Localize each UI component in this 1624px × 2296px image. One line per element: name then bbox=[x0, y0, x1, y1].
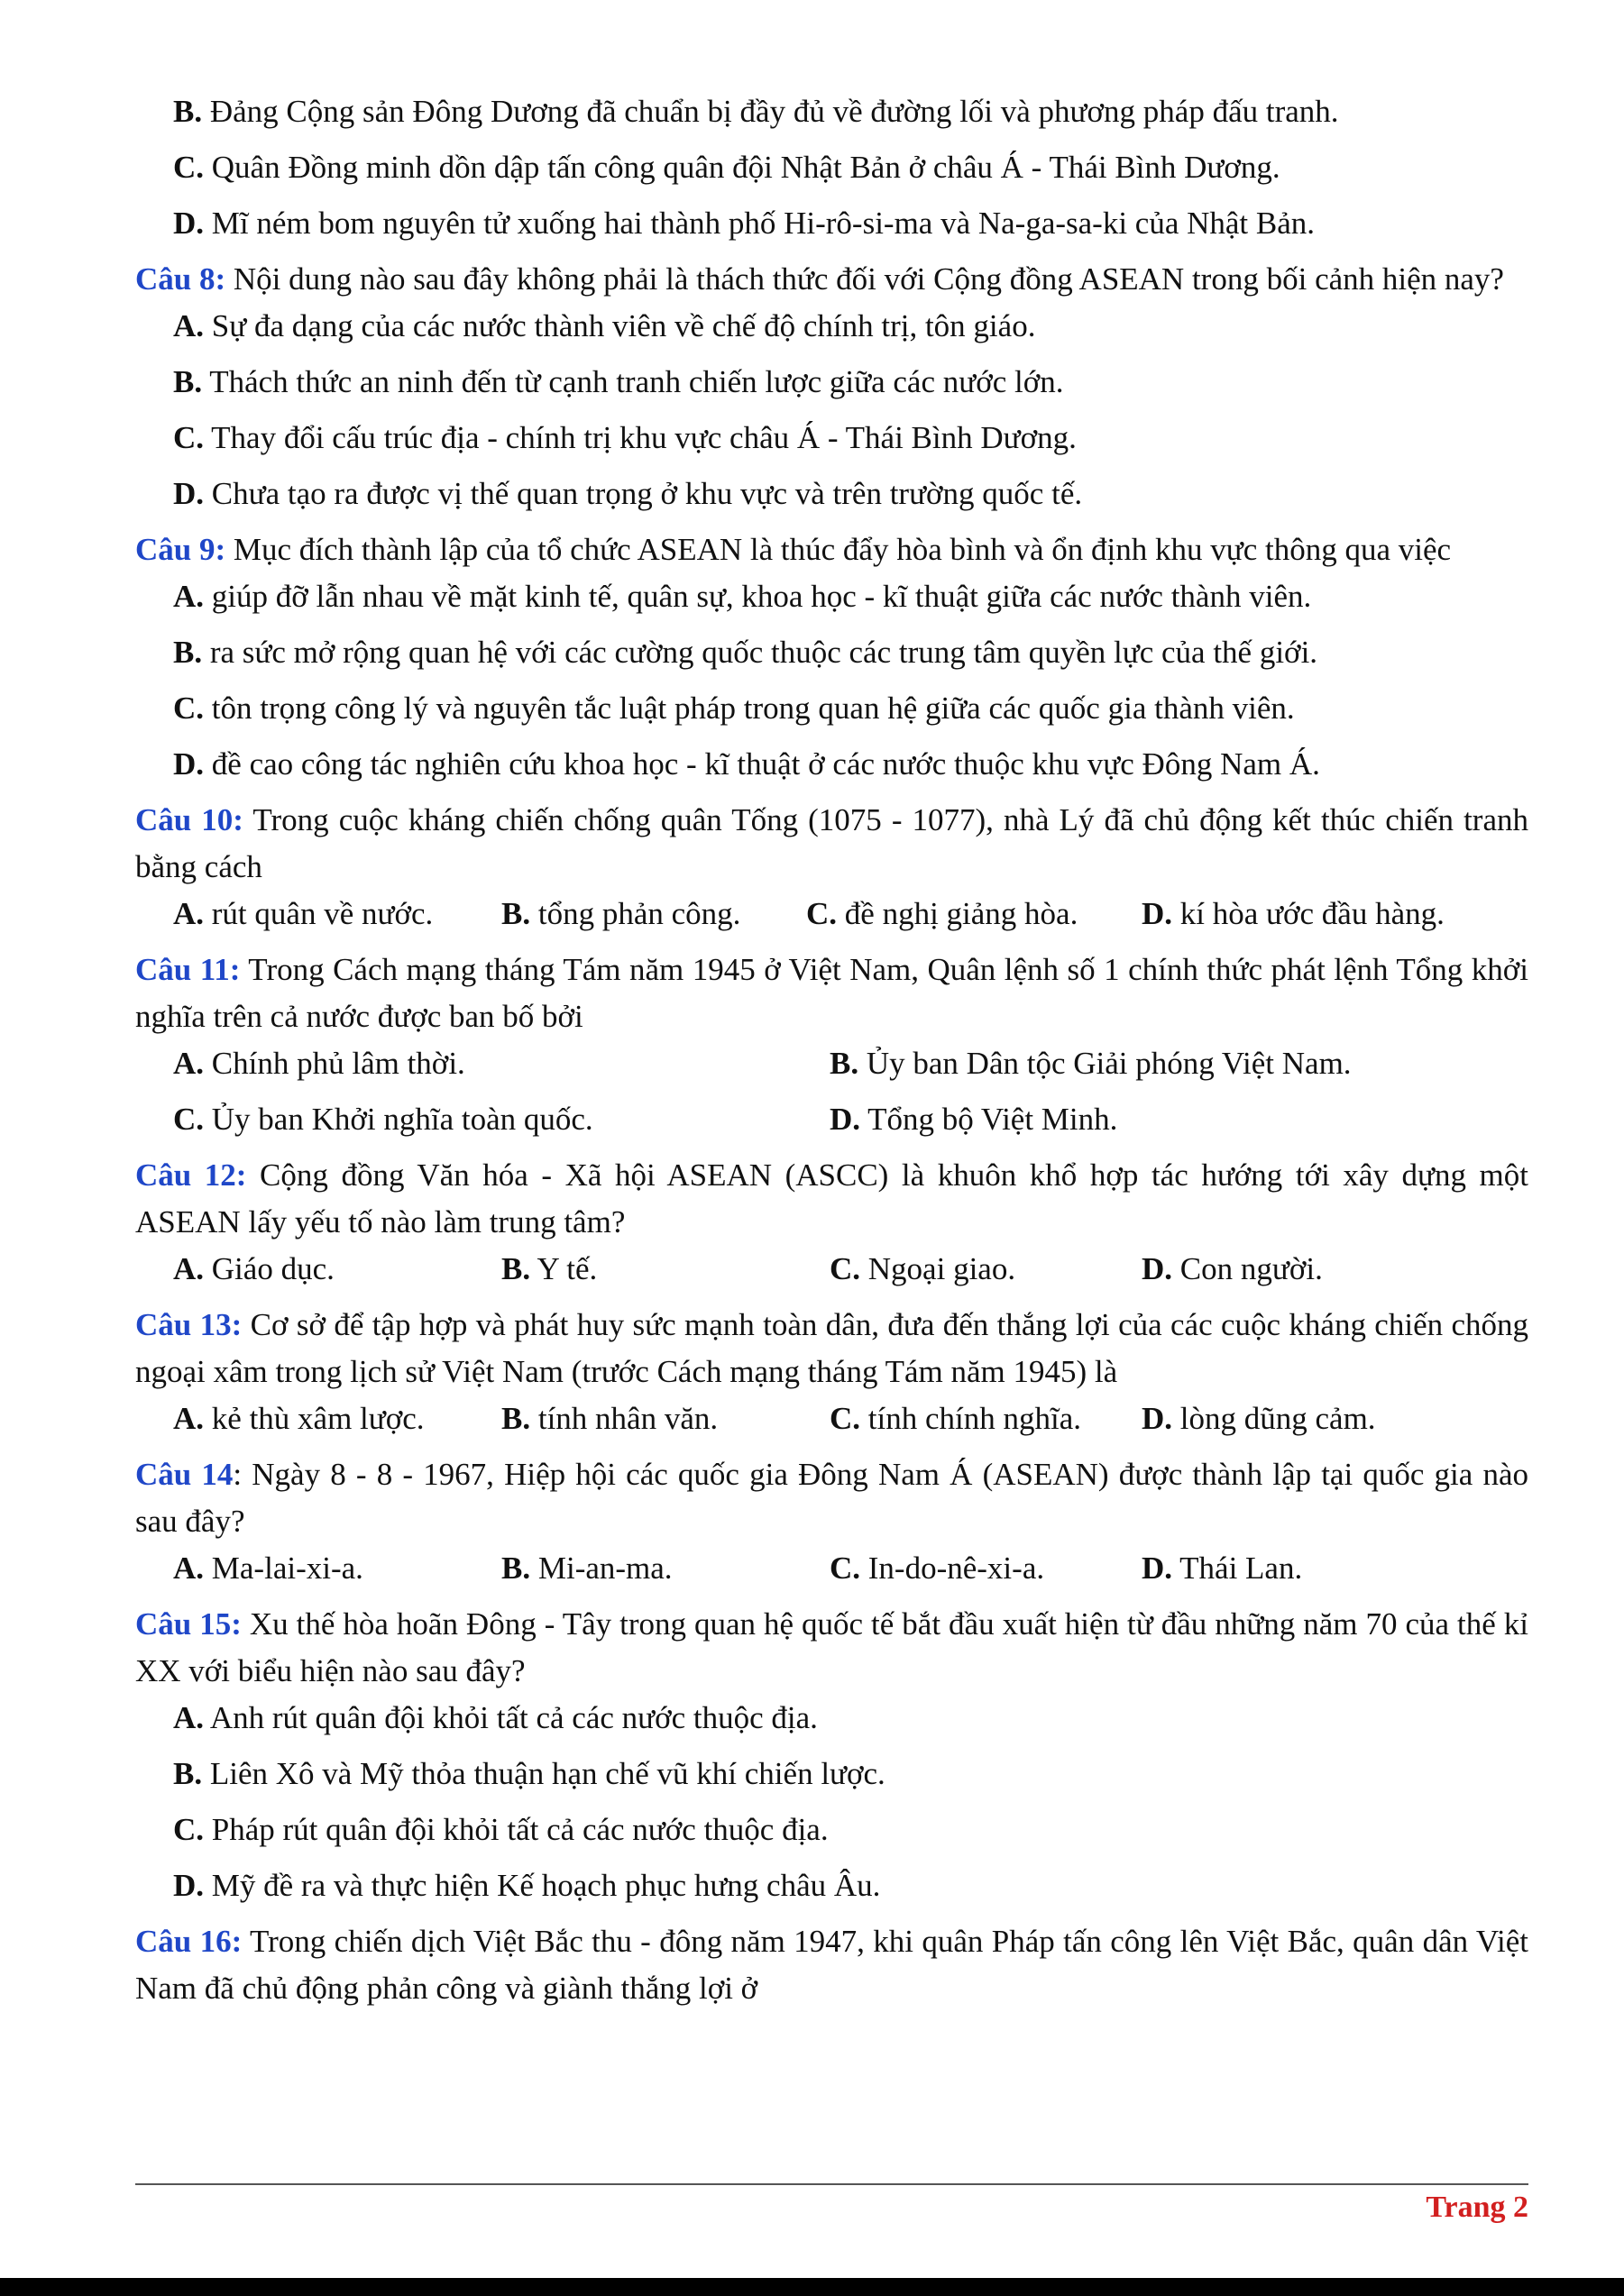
question-10-option-c: C. đề nghị giảng hòa. bbox=[806, 896, 1078, 931]
question-11-label: Câu 11: bbox=[135, 952, 241, 987]
question-11: Câu 11: Trong Cách mạng tháng Tám năm 1945 ở Việt Nam, Quân lệnh số 1 chính thức phát lệnh Tổng khởi nghĩa trên cả nước được ban bố bởi bbox=[135, 952, 1528, 1034]
question-15-option-d: D. Mỹ đề ra và thực hiện Kế hoạch phục hưng châu Âu. bbox=[173, 1868, 881, 1903]
question-10-options bbox=[135, 891, 1528, 938]
question-10-option-a: A. rút quân về nước. bbox=[173, 896, 434, 931]
question-9-option-c: C. tôn trọng công lý và nguyên tắc luật pháp trong quan hệ giữa các quốc gia thành viên. bbox=[173, 691, 1295, 726]
question-14-label: Câu 14 bbox=[135, 1457, 234, 1492]
question-15: Câu 15: Xu thế hòa hoãn Đông - Tây trong quan hệ quốc tế bắt đầu xuất hiện từ đầu những năm 70 của thế kỉ XX với biểu hiện nào sau đây? bbox=[135, 1606, 1528, 1688]
question-13-options bbox=[135, 1395, 1528, 1442]
question-12: Câu 12: Cộng đồng Văn hóa - Xã hội ASEAN (ASCC) là khuôn khổ hợp tác hướng tới xây dựng một ASEAN lấy yếu tố nào làm trung tâm? bbox=[135, 1157, 1528, 1239]
footer-divider bbox=[135, 2183, 1528, 2185]
question-14-option-a: A. Ma-lai-xi-a. bbox=[173, 1550, 363, 1586]
question-14: Câu 14: Ngày 8 - 8 - 1967, Hiệp hội các quốc gia Đông Nam Á (ASEAN) được thành lập tại quốc gia nào sau đây? bbox=[135, 1457, 1528, 1539]
question-11-option-c: C. Ủy ban Khởi nghĩa toàn quốc. bbox=[173, 1102, 593, 1137]
question-9: Câu 9: Mục đích thành lập của tổ chức ASEAN là thúc đẩy hòa bình và ổn định khu vực thông qua việc bbox=[135, 532, 1452, 567]
question-15-option-b: B. Liên Xô và Mỹ thỏa thuận hạn chế vũ khí chiến lược. bbox=[173, 1756, 885, 1791]
question-14-option-d: D. Thái Lan. bbox=[1142, 1550, 1303, 1586]
question-12-options bbox=[135, 1246, 1528, 1293]
question-9-label: Câu 9: bbox=[135, 532, 226, 567]
question-12-option-d: D. Con người. bbox=[1142, 1251, 1323, 1286]
question-13-option-a: A. kẻ thù xâm lược. bbox=[173, 1401, 425, 1436]
exam-page bbox=[135, 88, 1528, 2012]
question-10: Câu 10: Trong cuộc kháng chiến chống quân Tống (1075 - 1077), nhà Lý đã chủ động kết thúc chiến tranh bằng cách bbox=[135, 802, 1528, 884]
question-12-option-b: B. Y tế. bbox=[501, 1251, 598, 1286]
question-12-label: Câu 12: bbox=[135, 1157, 247, 1193]
question-10-option-b: B. tổng phản công. bbox=[501, 896, 741, 931]
prev-option-c: C. Quân Đồng minh dồn dập tấn công quân đội Nhật Bản ở châu Á - Thái Bình Dương. bbox=[173, 150, 1280, 185]
page-number: Trang 2 bbox=[1426, 2191, 1528, 2224]
question-8: Câu 8: Nội dung nào sau đây không phải là thách thức đối với Cộng đồng ASEAN trong bối cảnh hiện nay? bbox=[135, 261, 1504, 297]
question-10-option-d: D. kí hòa ước đầu hàng. bbox=[1142, 896, 1445, 931]
question-13: Câu 13: Cơ sở để tập hợp và phát huy sức mạnh toàn dân, đưa đến thắng lợi của các cuộc kháng chiến chống ngoại xâm trong lịch sử Việt Nam (trước Cách mạng tháng Tám năm 1945) là bbox=[135, 1307, 1528, 1389]
bottom-edge-bar bbox=[0, 2278, 1624, 2296]
question-14-option-c: C. In-do-nê-xi-a. bbox=[830, 1550, 1045, 1586]
question-12-option-a: A. Giáo dục. bbox=[173, 1251, 335, 1286]
question-15-label: Câu 15: bbox=[135, 1606, 242, 1642]
question-8-option-d: D. Chưa tạo ra được vị thế quan trọng ở khu vực và trên trường quốc tế. bbox=[173, 476, 1083, 511]
question-8-option-a: A. Sự đa dạng của các nước thành viên về chế độ chính trị, tôn giáo. bbox=[173, 308, 1036, 343]
question-15-option-c: C. Pháp rút quân đội khỏi tất cả các nước thuộc địa. bbox=[173, 1812, 829, 1847]
question-8-label: Câu 8: bbox=[135, 261, 226, 297]
question-9-option-d: D. đề cao công tác nghiên cứu khoa học - kĩ thuật ở các nước thuộc khu vực Đông Nam Á. bbox=[173, 746, 1320, 782]
question-14-options bbox=[135, 1545, 1528, 1592]
question-16: Câu 16: Trong chiến dịch Việt Bắc thu - đông năm 1947, khi quân Pháp tấn công lên Việt Bắc, quân dân Việt Nam đã chủ động phản công và giành thắng lợi ở bbox=[135, 1924, 1528, 2006]
question-8-option-c: C. Thay đổi cấu trúc địa - chính trị khu vực châu Á - Thái Bình Dương. bbox=[173, 420, 1077, 455]
question-15-option-a: A. Anh rút quân đội khỏi tất cả các nước thuộc địa. bbox=[173, 1700, 818, 1735]
question-14-option-b: B. Mi-an-ma. bbox=[501, 1550, 673, 1586]
question-13-option-b: B. tính nhân văn. bbox=[501, 1401, 719, 1436]
question-9-option-b: B. ra sức mở rộng quan hệ với các cường quốc thuộc các trung tâm quyền lực của thế giới. bbox=[173, 635, 1318, 670]
question-13-label: Câu 13: bbox=[135, 1307, 243, 1342]
question-9-option-a: A. giúp đỡ lẫn nhau về mặt kinh tế, quân sự, khoa học - kĩ thuật giữa các nước thành viên. bbox=[173, 579, 1312, 614]
prev-option-d: D. Mĩ ném bom nguyên tử xuống hai thành phố Hi-rô-si-ma và Na-ga-sa-ki của Nhật Bản. bbox=[173, 206, 1316, 241]
question-13-option-d: D. lòng dũng cảm. bbox=[1142, 1401, 1376, 1436]
question-12-option-c: C. Ngoại giao. bbox=[830, 1251, 1016, 1286]
question-11-options-row-2 bbox=[135, 1096, 1528, 1143]
question-11-options-row-1 bbox=[135, 1040, 1528, 1087]
question-13-option-c: C. tính chính nghĩa. bbox=[830, 1401, 1081, 1436]
question-11-option-d: D. Tổng bộ Việt Minh. bbox=[830, 1102, 1118, 1137]
question-11-option-a: A. Chính phủ lâm thời. bbox=[173, 1046, 465, 1081]
question-10-label: Câu 10: bbox=[135, 802, 243, 837]
question-8-option-b: B. Thách thức an ninh đến từ cạnh tranh chiến lược giữa các nước lớn. bbox=[173, 364, 1064, 399]
prev-option-b: B. Đảng Cộng sản Đông Dương đã chuẩn bị đầy đủ về đường lối và phương pháp đấu tranh. bbox=[173, 94, 1339, 129]
question-16-label: Câu 16: bbox=[135, 1924, 243, 1959]
question-11-option-b: B. Ủy ban Dân tộc Giải phóng Việt Nam. bbox=[830, 1046, 1352, 1081]
